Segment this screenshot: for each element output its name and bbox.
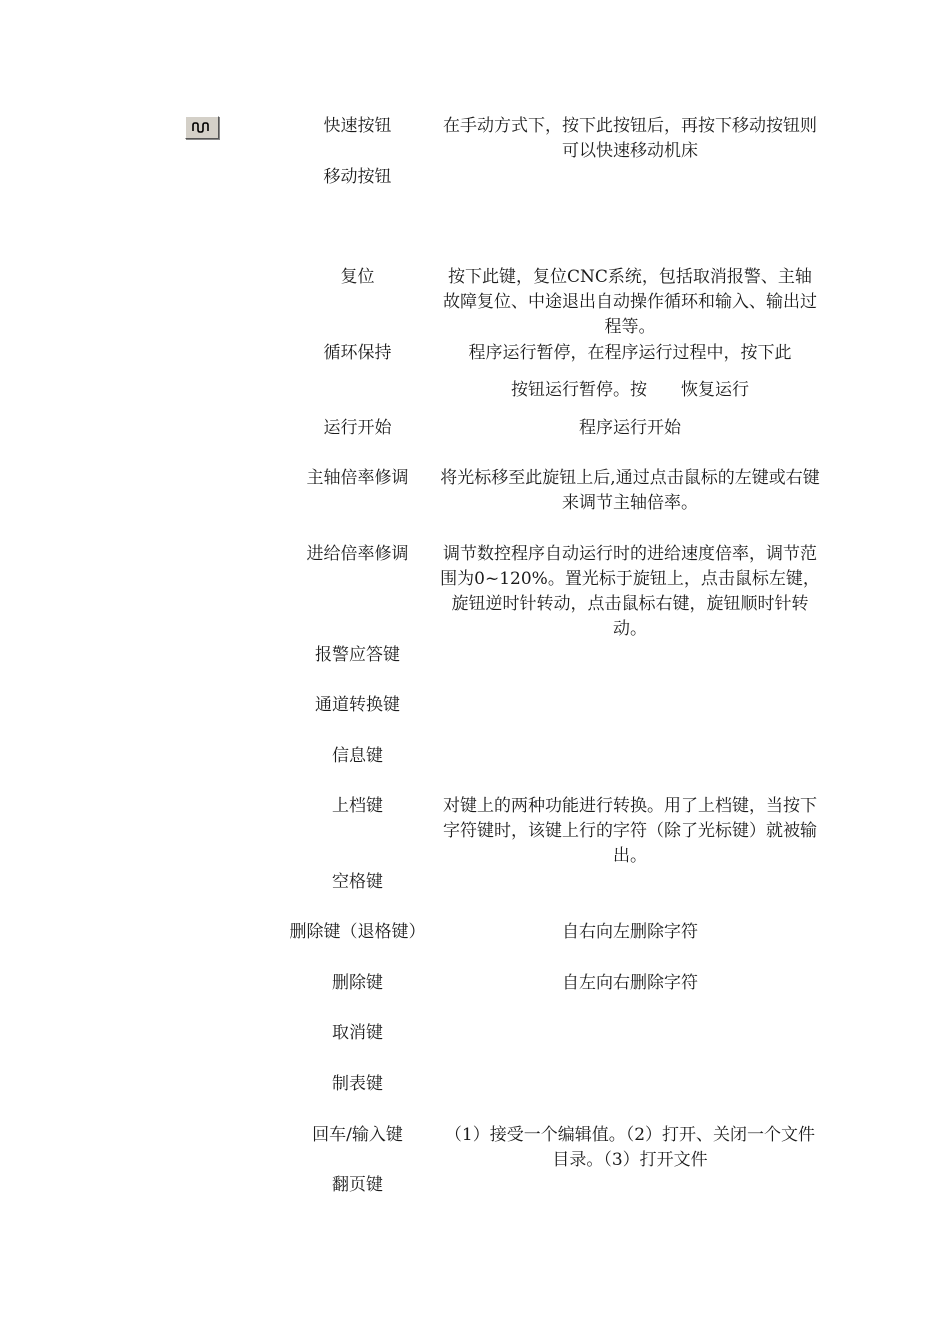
label-reset: 复位	[340, 267, 375, 287]
label-alarm-ack-key: 报警应答键	[315, 645, 400, 665]
label-shift-key: 上档键	[332, 796, 383, 816]
desc-reset: 按下此键，复位CNC系统，包括取消报警、主轴故障复位、中途退出自动操作循环和输入、输出过程等。	[443, 267, 817, 337]
label-spindle-override: 主轴倍率修调	[306, 468, 409, 488]
desc-shift-key: 对键上的两种功能进行转换。用了上档键，当按下字符键时，该键上行的字符（除了光标键）就被输出。	[443, 796, 817, 866]
label-cancel-key: 取消键	[332, 1023, 383, 1043]
desc-fast-button: 在手动方式下，按下此按钮后，再按下移动按钮则可以快速移动机床	[443, 116, 817, 161]
desc-cycle-hold: 程序运行暂停，在程序运行过程中，按下此	[468, 343, 792, 363]
label-delete-key: 删除键	[332, 973, 383, 993]
label-space-key: 空格键	[332, 872, 383, 892]
desc-enter-key: （1）接受一个编辑值。（2）打开、关闭一个文件目录。（3）打开文件	[444, 1125, 816, 1170]
label-feed-override: 进给倍率修调	[306, 544, 409, 564]
label-enter-key: 回车/输入键	[312, 1125, 403, 1145]
label-fast-button: 快速按钮	[323, 116, 392, 136]
desc-backspace-key: 自右向左删除字符	[562, 922, 698, 942]
desc-spindle-override: 将光标移至此旋钮上后,通过点击鼠标的左键或右键来调节主轴倍率。	[440, 468, 820, 513]
label-page-key: 翻页键	[332, 1175, 383, 1195]
label-cycle-start: 运行开始	[323, 418, 392, 438]
rapid-traverse-button[interactable]	[185, 116, 219, 139]
desc-feed-override: 调节数控程序自动运行时的进给速度倍率，调节范围为0~120%。置光标于旋钮上，点击鼠标左键，旋钮逆时针转动，点击鼠标右键，旋钮顺时针转动。	[440, 544, 820, 639]
rapid-traverse-icon	[191, 121, 213, 134]
desc-cycle-hold-continued: 按钮运行暂停。按 恢复运行	[511, 380, 749, 400]
label-move-button: 移动按钮	[323, 167, 392, 187]
label-backspace-key: 删除键（退格键）	[289, 922, 426, 942]
label-channel-switch-key: 通道转换键	[315, 695, 400, 715]
desc-delete-key: 自左向右删除字符	[562, 973, 698, 993]
label-tab-key: 制表键	[332, 1074, 383, 1094]
label-info-key: 信息键	[332, 746, 383, 766]
label-cycle-hold: 循环保持	[323, 343, 392, 363]
desc-cycle-start: 程序运行开始	[579, 418, 681, 438]
